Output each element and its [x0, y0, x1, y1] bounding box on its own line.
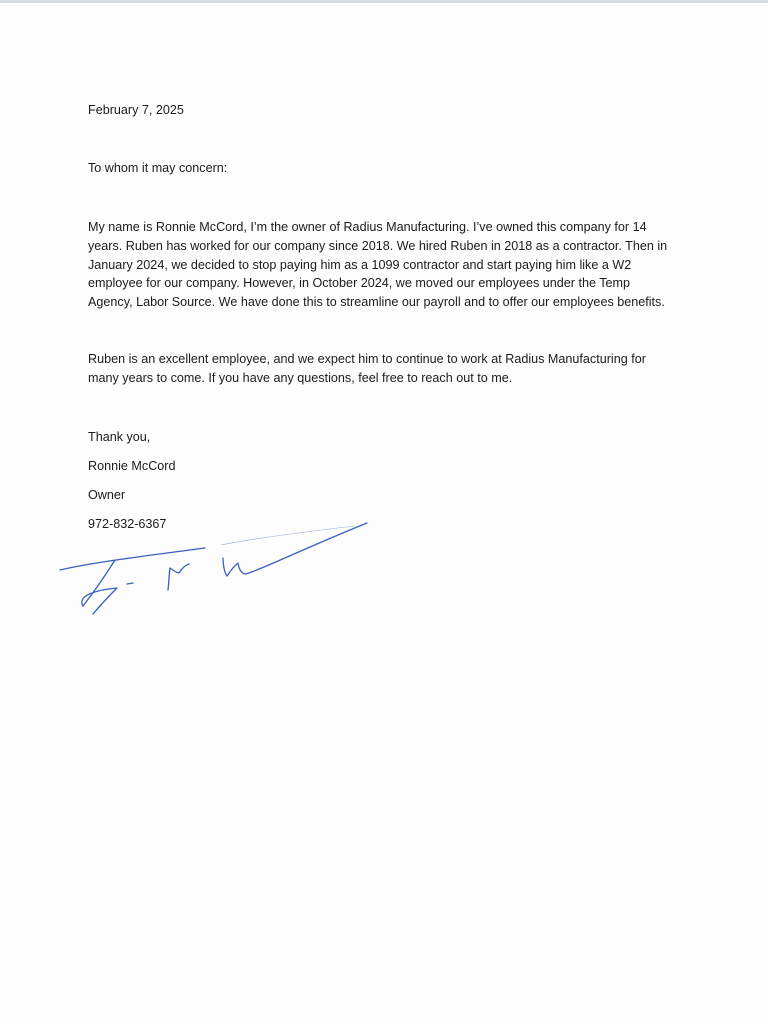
paragraph-line: many years to come. If you have any questions, feel free to reach out to me.	[88, 370, 513, 385]
scan-top-edge	[0, 0, 768, 3]
body-paragraph-1	[88, 218, 688, 312]
signer-name: Ronnie McCord	[88, 459, 176, 473]
paragraph-line: years. Ruben has worked for our company since 2018. We hired Ruben in 2018 as a contractor. Then in	[88, 238, 668, 253]
paragraph-line: January 2024, we decided to stop paying him as a 1099 contractor and start paying him like a W2	[88, 257, 632, 272]
paragraph-line: My name is Ronnie McCord, I’m the owner of Radius Manufacturing. I’ve owned this company for 14	[88, 220, 647, 234]
closing: Thank you,	[88, 430, 151, 444]
signer-title: Owner	[88, 488, 126, 502]
paragraph-line: Ruben is an excellent employee, and we expect him to continue to work at Radius Manufacturing for	[88, 352, 646, 366]
signature-strokes	[60, 523, 367, 614]
signer-phone: 972-832-6367	[88, 517, 167, 531]
paragraph-line: employee for our company. However, in October 2024, we moved our employees under the Temp	[88, 276, 631, 291]
handwritten-signature	[55, 518, 375, 623]
salutation: To whom it may concern:	[88, 161, 228, 175]
letter-date: February 7, 2025	[88, 103, 184, 117]
paragraph-line: Agency, Labor Source. We have done this to streamline our payroll and to offer our employees benefits.	[88, 295, 665, 310]
body-paragraph-2	[88, 350, 688, 388]
